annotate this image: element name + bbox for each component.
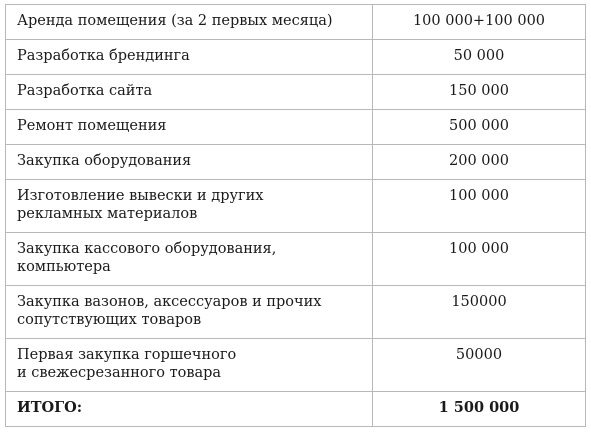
- expense-amount: 100 000+100 000: [373, 5, 586, 40]
- expense-label: Изготовление вывески и других рекламных материалов: [6, 180, 373, 233]
- table-row: [6, 339, 586, 392]
- expense-amount: 100 000: [373, 233, 586, 286]
- expense-label: Закупка кассового оборудования, компьютера: [6, 233, 373, 286]
- table-row: [6, 145, 586, 180]
- expense-label: Ремонт помещения: [6, 110, 373, 145]
- table-row: [6, 40, 586, 75]
- table-row: [6, 75, 586, 110]
- table-row: [6, 286, 586, 339]
- total-row: [6, 392, 586, 427]
- expense-amount: 200 000: [373, 145, 586, 180]
- total-amount: 1 500 000: [373, 392, 586, 427]
- budget-table-container: [5, 4, 585, 427]
- expense-amount: 50 000: [373, 40, 586, 75]
- expense-amount: 150000: [373, 286, 586, 339]
- table-row: [6, 180, 586, 233]
- expense-amount: 500 000: [373, 110, 586, 145]
- expense-label: Закупка вазонов, аксессуаров и прочих сопутствующих товаров: [6, 286, 373, 339]
- expense-label: Аренда помещения (за 2 первых месяца): [6, 5, 373, 40]
- expense-label: Разработка брендинга: [6, 40, 373, 75]
- expense-amount: 150 000: [373, 75, 586, 110]
- expense-label: Закупка оборудования: [6, 145, 373, 180]
- expense-label: Первая закупка горшечного и свежесрезанного товара: [6, 339, 373, 392]
- table-row: [6, 110, 586, 145]
- table-row: [6, 233, 586, 286]
- expense-amount: 100 000: [373, 180, 586, 233]
- table-row: [6, 5, 586, 40]
- budget-table: [5, 4, 586, 427]
- total-label: ИТОГО:: [6, 392, 373, 427]
- expense-amount: 50000: [373, 339, 586, 392]
- expense-label: Разработка сайта: [6, 75, 373, 110]
